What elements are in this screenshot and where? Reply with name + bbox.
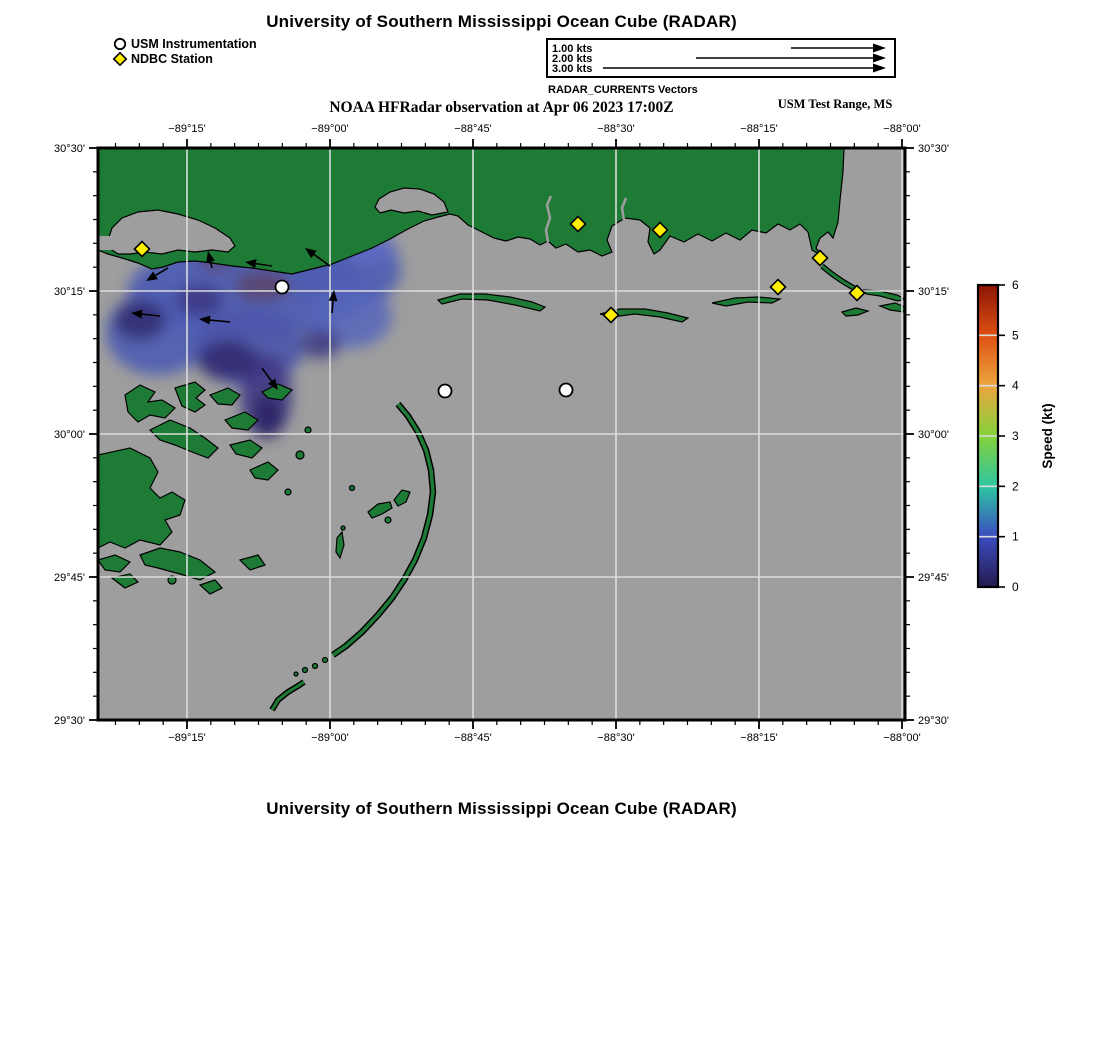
lat-label-left: 29°45' [54, 572, 85, 584]
lon-label-bottom: −88°15' [740, 732, 778, 744]
legend-label-ndbc: NDBC Station [131, 51, 213, 66]
island-fragment [323, 658, 328, 663]
speed-blob [176, 284, 224, 316]
lon-label-bottom: −89°15' [168, 732, 206, 744]
lat-label-left: 30°30' [54, 143, 85, 155]
lat-label-right: 29°30' [918, 715, 949, 727]
colorbar-tick-label: 6 [1012, 278, 1019, 292]
island-fragment [294, 672, 298, 676]
colorbar-tick-label: 4 [1012, 378, 1019, 393]
ndbc-station-icon [112, 51, 128, 66]
island-fragment [385, 517, 391, 523]
scale-arrow-head [873, 44, 886, 53]
colorbar-tick-label: 0 [1012, 580, 1019, 594]
lat-label-left: 29°30' [54, 715, 85, 727]
lon-label-top: −88°45' [454, 123, 492, 135]
usm-instrumentation-marker [439, 385, 452, 398]
lon-label-top: −88°00' [883, 123, 921, 135]
island-fragment [350, 486, 355, 491]
range-label: USM Test Range, MS [777, 97, 893, 111]
marsh-islet [305, 427, 311, 433]
lat-label-left: 30°15' [54, 286, 85, 298]
lon-label-bottom: −89°00' [311, 732, 349, 744]
map-canvas [0, 115, 1100, 760]
lat-label-right: 30°00' [918, 429, 949, 441]
speed-blob [114, 300, 166, 340]
colorbar-tick-label: 2 [1012, 479, 1019, 494]
speed-blob [253, 394, 283, 438]
lat-label-right: 30°15' [918, 286, 949, 298]
scale-label-1kt: 1.00 kts [552, 43, 593, 55]
legend-item-usm [112, 36, 257, 51]
lon-label-top: −88°30' [597, 123, 635, 135]
island-fragment [313, 664, 318, 669]
marsh-islet [285, 489, 291, 495]
colorbar-tick-label: 1 [1012, 529, 1019, 544]
colorbar-tick-label: 3 [1012, 429, 1019, 443]
lon-label-bottom: −88°45' [454, 732, 492, 744]
lon-label-bottom: −88°30' [597, 732, 635, 744]
vector-scale-box [546, 38, 896, 78]
footer-title: University of Southern Mississippi Ocean Cube (RADAR) [266, 799, 737, 818]
scale-arrow-head [873, 64, 886, 73]
lon-label-bottom: −88°00' [883, 732, 921, 744]
legend [112, 36, 257, 66]
lon-label-top: −88°15' [740, 123, 778, 135]
lat-label-right: 30°30' [918, 143, 949, 155]
page-title: University of Southern Mississippi Ocean Cube (RADAR) [266, 12, 737, 31]
marsh-islet [296, 451, 304, 459]
colorbar-tick-label: 5 [1012, 328, 1019, 343]
colorbar [978, 278, 1055, 594]
scale-label-3kt: 3.00 kts [552, 63, 593, 75]
observation-subtitle: NOAA HFRadar observation at Apr 06 2023 17:00Z [329, 99, 674, 116]
speed-blob [300, 329, 340, 359]
usm-instrumentation-marker [276, 281, 289, 294]
island-fragment [303, 668, 308, 673]
colorbar-label: Speed (kt) [1040, 403, 1055, 469]
scale-arrow-head [873, 54, 886, 63]
scale-label-2kt: 2.00 kts [552, 53, 593, 65]
speed-blob [198, 340, 258, 380]
lat-label-right: 29°45' [918, 572, 949, 584]
usm-instrumentation-icon [112, 36, 128, 51]
usm-instrumentation-marker [560, 384, 573, 397]
lat-label-left: 30°00' [54, 429, 85, 441]
vector-scale-arrows [548, 40, 894, 76]
legend-label-usm: USM Instrumentation [131, 36, 257, 51]
arrow-shaft [332, 301, 333, 313]
lon-label-top: −89°00' [311, 123, 349, 135]
legend-item-ndbc [112, 51, 257, 66]
lon-label-top: −89°15' [168, 123, 206, 135]
island-fragment [341, 526, 345, 530]
vector-scale-caption: RADAR_CURRENTS Vectors [548, 84, 698, 96]
